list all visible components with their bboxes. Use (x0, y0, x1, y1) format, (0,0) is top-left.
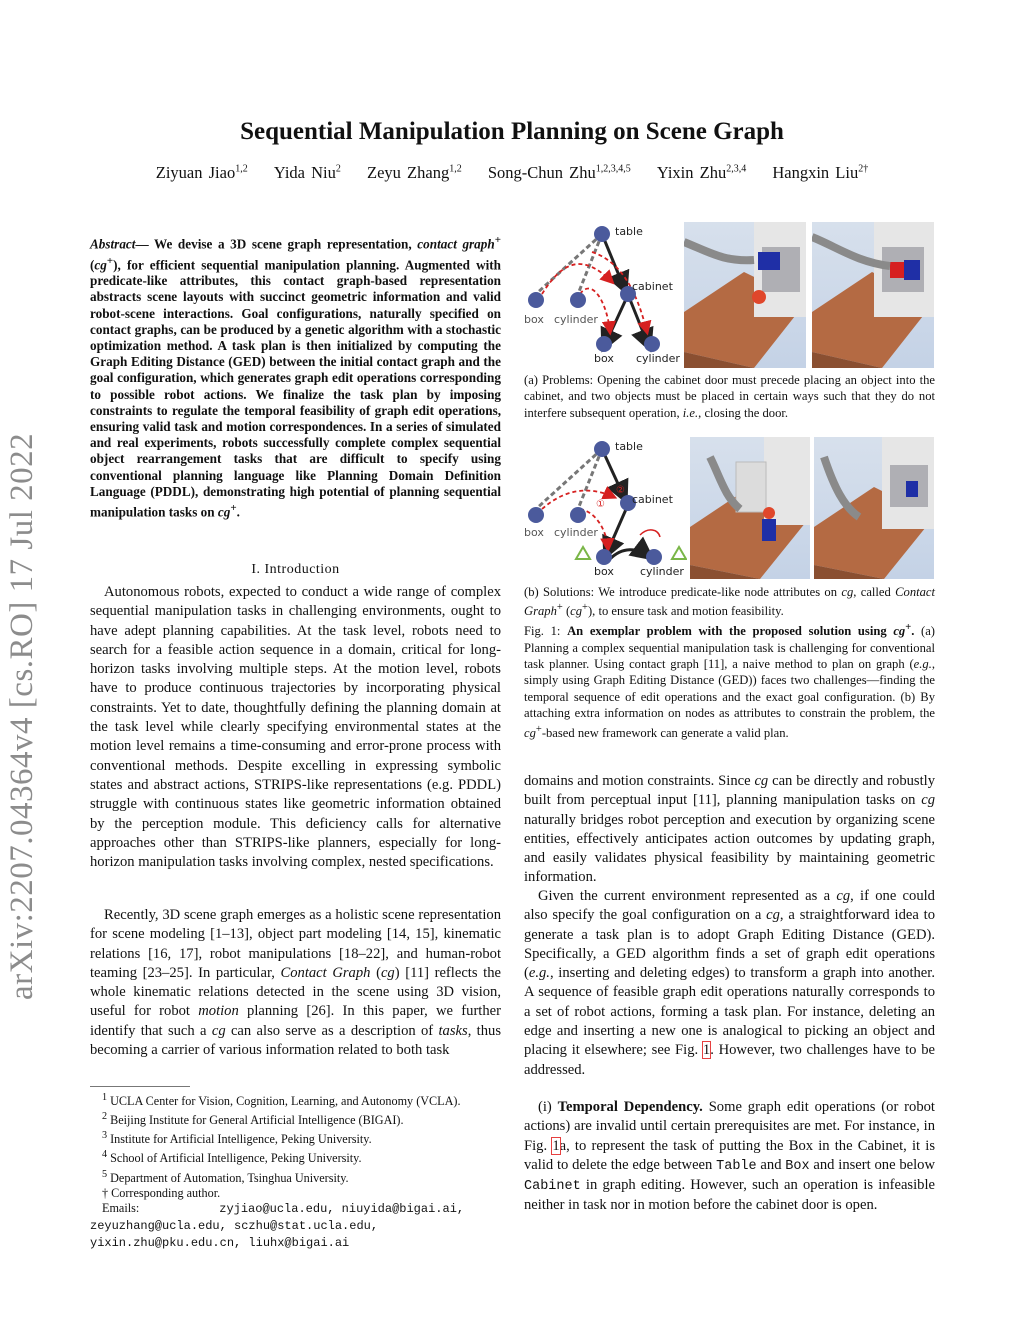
footnote: † Corresponding author. (102, 1185, 221, 1200)
section-heading: I. Introduction (251, 562, 340, 577)
footnote-rule (90, 1086, 190, 1087)
footnote: $^4$ School of Artificial Intelligence, Peking University. (102, 1149, 362, 1166)
svg-text:cylinder: cylinder (636, 352, 680, 365)
svg-text:table: table (615, 225, 643, 238)
svg-text:cabinet: cabinet (632, 493, 673, 506)
graph-node (644, 336, 660, 352)
sim-render-image (684, 222, 806, 368)
svg-text:box: box (594, 565, 614, 578)
edge (602, 234, 625, 290)
edge (536, 234, 602, 294)
footnote: $^1$ UCLA Center for Vision, Cognition, Learning, and Autonomy (VCLA). (102, 1092, 461, 1109)
sim-render-image (690, 437, 810, 579)
figure-ref-link[interactable]: 1 (552, 1137, 560, 1154)
figure-caption: Fig. 1: An exemplar problem with the proposed solution using cg+. (a) Planning a complex sequential manipulation task is challenging for conventional task planner. Using contact graph [11], a naive method to plan on graph (e.g., simply using Graph Editing Distance (GED)) faces two challenges—finding the temporal sequence of edit operations and the exact goal configuration. (b) By attaching extra information on nodes as attributes to constrain the problem, the cg+-based new framework can generate a valid plan. (524, 622, 935, 740)
svg-text:cabinet: cabinet (632, 280, 673, 293)
subfigure-caption: (b) Solutions: We introduce predicate-like node attributes on cg, called Contact Graph+ (cg+), to ensure task and motion feasibility. (524, 585, 936, 619)
graph-node (570, 292, 586, 308)
footnote: $^2$ Beijing Institute for General Artificial Intelligence (BIGAI). (102, 1111, 404, 1128)
body-paragraph: (i) Temporal Dependency. Some graph edit operations (or robot actions) are invalid until certain prerequisites are met. For instance, in Fig. 1a, to represent the task of putting the Box in the Cabinet, it is valid to delete the edge between Table and Box and insert one below Cabinet in graph editing. However, such an operation is infeasible neither in task nor in motion before the cabinet door is open. (524, 1099, 936, 1214)
footnotes (90, 1090, 505, 1251)
svg-text:box: box (594, 352, 614, 365)
author: Zeyu Zhang$^{1,2}$ (367, 163, 462, 182)
body-paragraph: Given the current environment represented as a cg, if one could also specify the goal configuration on a cg, a straightforward idea to generate a task plan is to adopt Graph Editing Distance (GED). Specifically, a GED algorithm finds a set of graph edit operations (e.g., inserting and deleting edges) to transform a graph into another. A sequence of feasible graph edit operations naturally corresponds to a set of robot actions, forming a task plan. For instance, deleting an edge and inserting a new one is analogical to picking an object and placing it elsewhere; see Fig. 1. However, two challenges have to be addressed. (524, 888, 936, 1078)
author: Hangxin Liu$^{2\dagger}$ (772, 163, 869, 182)
sim-render-image (814, 437, 934, 579)
arxiv-stamp: arXiv:2207.04364v4 [cs.RO] 17 Jul 2022 (4, 432, 40, 1000)
svg-text:table: table (615, 440, 643, 453)
author: Yida Niu$^2$ (273, 163, 341, 182)
paper-title: Sequential Manipulation Planning on Scene Graph (240, 118, 784, 145)
svg-text:cylinder: cylinder (640, 565, 684, 578)
svg-text:cylinder: cylinder (554, 313, 598, 326)
emails-line: zeyuzhang@ucla.edu, sczhu@stat.ucla.edu, (90, 1218, 379, 1233)
author: Yixin Zhu$^{2,3,4}$ (656, 163, 747, 182)
emails-line: yixin.zhu@pku.edu.cn, liuhx@bigai.ai (90, 1236, 350, 1251)
graph-node (528, 292, 544, 308)
svg-text:cylinder: cylinder (554, 526, 598, 539)
body-paragraph: domains and motion constraints. Since cg can be directly and robustly built from perceptual input [11], planning manipulation tasks on cg naturally bridges robot perception and execution by organizing scene entities, effectively anticipates action outcomes by updating graph, and easily validates physical feasibility by maintaining geometric information. (524, 773, 936, 886)
svg-text:box: box (524, 313, 544, 326)
author: Ziyuan Jiao$^{1,2}$ (155, 163, 248, 182)
svg-text:②: ② (616, 485, 625, 496)
graph-diagram-b (522, 437, 687, 579)
intro-paragraph: Recently, 3D scene graph emerges as a holistic scene representation for scene modeling [1–13], object part modeling [14, 15], kinematic relations [16, 17], robot manipulations [18–22], and human-robot teaming [23–25]. In particular, Contact Graph (cg) [11] reflects the whole kinematic relations detected in the scene using 3D vision, useful for robot motion planning [26]. In this paper, we further identify that such a cg can also serve as a description of tasks, thus becoming a carrier of various information related to both task (90, 907, 501, 1059)
figure-ref-link[interactable]: 1 (702, 1042, 711, 1059)
subfigure-caption: (a) Problems: Opening the cabinet door must precede placing an object into the cabinet, and two objects must be placed in certain ways such that they do not interfere subsequent operation, i.e., closing the door. (524, 373, 935, 420)
svg-text:box: box (524, 526, 544, 539)
intro-paragraph: Autonomous robots, expected to conduct a wide range of complex sequential manipulation tasks in challenging environments, ought to have adept planning capabilities. At the task level, robots need to search for a feasible action sequence in a domain, critical for long-horizon tasks involving multiple steps. At the motion level, robots have to produce continuous trajectories by incorporating physical constraints. Yet to date, thoughtfully defining the planning domain at the task level while clearly specifying environmental states at the motion level remains a time-consuming and error-prone process with conventional methods. Despite excelling in expressing symbolic states and abstract actions, STRIPS-like representations (e.g. PDDL) struggle with continuous states like geometric information obtained by the perception module. This deficiency calls for alternative approaches other than STRIPS-like planners, especially for long-horizon manipulation tasks involving complex, nested specifications. (90, 584, 501, 871)
footnote: $^3$ Institute for Artificial Intelligence, Peking University. (102, 1130, 372, 1147)
graph-diagram-a (522, 222, 682, 367)
svg-text:①: ① (596, 499, 605, 510)
sim-render-image (812, 222, 934, 368)
emails-line: Emails: zyjiao@ucla.edu, niuyida@bigai.ai, (102, 1200, 465, 1216)
author: Song-Chun Zhu$^{1,2,3,4,5}$ (487, 163, 631, 182)
graph-node (594, 226, 610, 242)
abstract: Abstract— We devise a 3D scene graph representation, contact graph+ (cg+), for efficient sequential manipulation planning. Augmented with predicate-like attributes, this contact graph-based representation abstracts scene layouts with succinct geometric information and valid robot-scene interactions. Goal configurations, naturally specified on contact graphs, can be produced by a genetic algorithm with a stochastic optimization method. A task plan is then initialized by computing the Graph Editing Distance (GED) between the initial contact graph and the goal configuration, which generates graph edit operations corresponding to possible robot actions. We finalize the task plan by imposing constraints to regulate the temporal feasibility of graph edit operations, ensuring valid task and motion correspondences. In a series of simulated and real experiments, robots successfully complete complex sequential object rearrangement tasks that are difficult to specify using conventional planning language like Planning Domain Definition Language (PDDL), demonstrating high potential of planning sequential manipulation tasks on cg+. (90, 234, 501, 520)
graph-node (596, 336, 612, 352)
footnote: $^5$ Department of Automation, Tsinghua University. (102, 1168, 349, 1185)
author-list (0, 163, 1024, 183)
